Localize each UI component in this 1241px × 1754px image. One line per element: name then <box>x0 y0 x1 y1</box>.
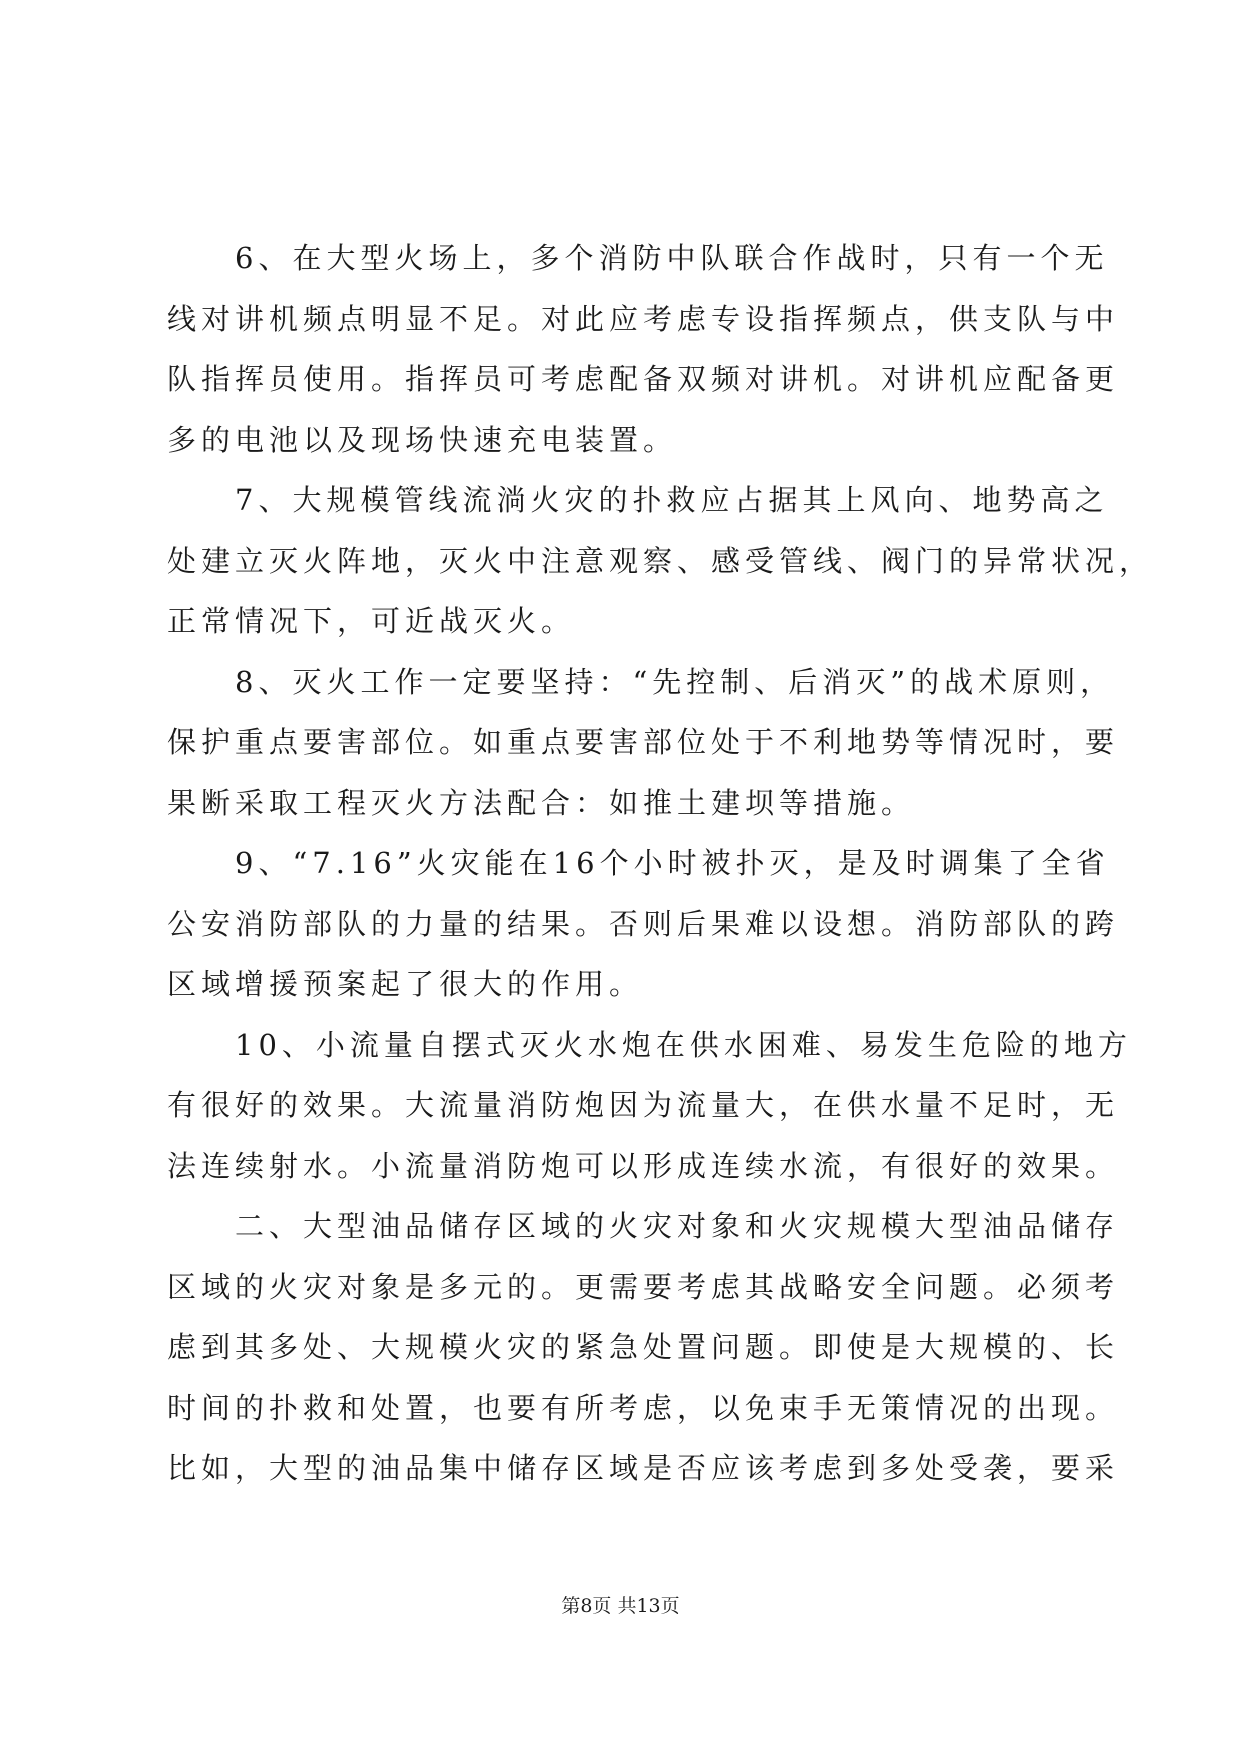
text-line: 保护重点要害部位。如重点要害部位处于不利地势等情况时，要 <box>167 725 1120 759</box>
text-line: 队指挥员使用。指挥员可考虑配备双频对讲机。对讲机应配备更 <box>167 362 1120 396</box>
page-number-footer: 第8页 共13页 <box>561 1595 680 1617</box>
body-text <box>167 228 1154 1499</box>
text-line: 法连续射水。小流量消防炮可以形成连续水流，有很好的效果。 <box>167 1148 1120 1183</box>
text-line: 有很好的效果。大流量消防炮因为流量大，在供水量不足时，无 <box>167 1088 1120 1122</box>
text-line: 8、灭火工作一定要坚持：“先控制、后消灭”的战术原则， <box>167 664 1115 699</box>
text-line: 多的电池以及现场快速充电装置。 <box>167 422 678 457</box>
text-line: 时间的扑救和处置，也要有所考虑，以免束手无策情况的出现。 <box>167 1390 1120 1425</box>
text-line: 果断采取工程灭火方法配合：如推土建坝等措施。 <box>167 785 916 820</box>
text-line: 比如，大型的油品集中储存区域是否应该考虑到多处受袭，要采 <box>167 1451 1120 1485</box>
text-line: 10、小流量自摆式灭火水炮在供水困难、易发生危险的地方 <box>167 1027 1132 1062</box>
text-line: 区域的火灾对象是多元的。更需要考虑其战略安全问题。必须考 <box>167 1269 1120 1304</box>
text-line: 9、“7.16”火灾能在16个小时被扑灭，是及时调集了全省 <box>167 846 1110 880</box>
text-line: 处建立灭火阵地，灭火中注意观察、感受管线、阀门的异常状况， <box>167 543 1154 578</box>
text-line: 7、大规模管线流淌火灾的扑救应占据其上风向、地势高之 <box>167 483 1109 517</box>
text-line: 公安消防部队的力量的结果。否则后果难以设想。消防部队的跨 <box>167 906 1120 941</box>
text-line: 虑到其多处、大规模火灾的紧急处置问题。即使是大规模的、长 <box>167 1330 1120 1364</box>
text-line: 6、在大型火场上，多个消防中队联合作战时，只有一个无 <box>167 241 1109 275</box>
text-line: 二、大型油品储存区域的火灾对象和火灾规模大型油品储存 <box>167 1209 1120 1243</box>
text-line: 线对讲机频点明显不足。对此应考虑专设指挥频点，供支队与中 <box>167 301 1120 336</box>
text-line: 区域增援预案起了很大的作用。 <box>167 967 644 1001</box>
text-line: 正常情况下，可近战灭火。 <box>167 604 576 638</box>
